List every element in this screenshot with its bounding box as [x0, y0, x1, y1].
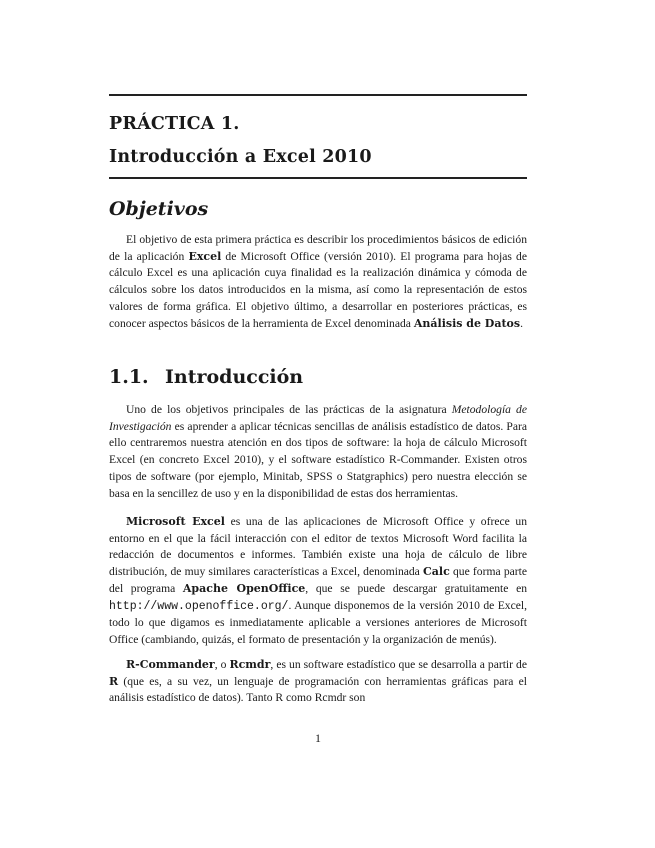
openoffice-url[interactable]: http://www.openoffice.org/: [109, 599, 289, 613]
text: (que es, a su vez, un lenguaje de programación con herramientas gráficas para el análisis estadístico de datos). Tanto R como Rcmdr son: [109, 674, 527, 705]
chapter-title: Introducción a Excel 2010: [109, 147, 372, 167]
text: , es un software estadístico que se desarrolla a partir de: [270, 658, 527, 671]
section-title: Introducción: [165, 366, 304, 388]
text: . Aunque disponemos de la versión 2010 de Excel, todo lo que digamos es inmediatamente aplicable a versiones anteriores de Microsoft Office (cambiando, quizás, el formato de presentación y la organización de menús).: [109, 598, 527, 646]
text: , o: [214, 658, 230, 671]
bold-term: Excel: [188, 249, 222, 263]
text: El objetivo de esta primera práctica es describir los procedimientos básicos de edición de la aplicación: [109, 233, 527, 263]
text: es aprender a aplicar técnicas sencillas de análisis estadístico de datos. Para ello centraremos nuestra atención en dos tipos de software: la hoja de cálculo Microsoft Excel (en concreto Excel 2010), y el software estadístico R-Commander. Existen otros tipos de software (por ejemplo, Minitab, SPSS o Statgraphics) pero nuestra elección se basa en la sencillez de uso y en la disponibilidad de estas dos herramientas.: [109, 419, 527, 500]
bottom-rule: [109, 177, 527, 179]
section-number: 1.1.: [109, 366, 149, 388]
objectives-paragraph: [109, 232, 527, 332]
bold-term: Rcmdr: [229, 658, 271, 671]
bold-term: Microsoft Excel: [126, 515, 225, 528]
text: de Microsoft Office (versión 2010). El programa para hojas de cálculo Excel es una aplicación cuya finalidad es la realización dinámica y cómoda de cálculos sobre los datos introducidos en la misma, así como la representación de estos valores de forma gráfica. El objetivo último, a desarrollar en posteriores prácticas, es conocer aspectos básicos de la herramienta de Excel denominada: [109, 249, 527, 330]
intro-paragraph-3: [109, 657, 527, 707]
text: .: [520, 316, 523, 330]
top-rule: [109, 94, 527, 96]
intro-paragraph-2: [109, 514, 527, 649]
intro-paragraph-1: [109, 402, 527, 502]
text: Uno de los objetivos principales de las prácticas de la asignatura: [126, 403, 452, 416]
page-number: 1: [315, 731, 321, 745]
bold-term: Análisis de Datos: [413, 316, 521, 330]
objectives-heading: Objetivos: [109, 198, 209, 220]
text: es una de las aplicaciones de Microsoft Office y ofrece un entorno en el que la fácil interacción con el editor de textos Microsoft Word facilita la redacción de documentos e informes. También existe una hoja de cálculo de libre distribución, de muy similares características a Excel, denominada: [109, 515, 527, 579]
italic-term: Metodología de Investigación: [109, 403, 527, 433]
bold-term: Apache OpenOffice: [182, 581, 306, 595]
bold-term: R-Commander: [126, 658, 215, 671]
text: que forma parte del programa: [109, 565, 527, 595]
chapter-label: PRÁCTICA 1.: [109, 114, 240, 134]
text: , que se puede descargar gratuitamente en: [305, 581, 528, 595]
bold-term: Calc: [423, 565, 450, 579]
bold-term: R: [109, 674, 119, 688]
section-heading: [109, 366, 303, 388]
